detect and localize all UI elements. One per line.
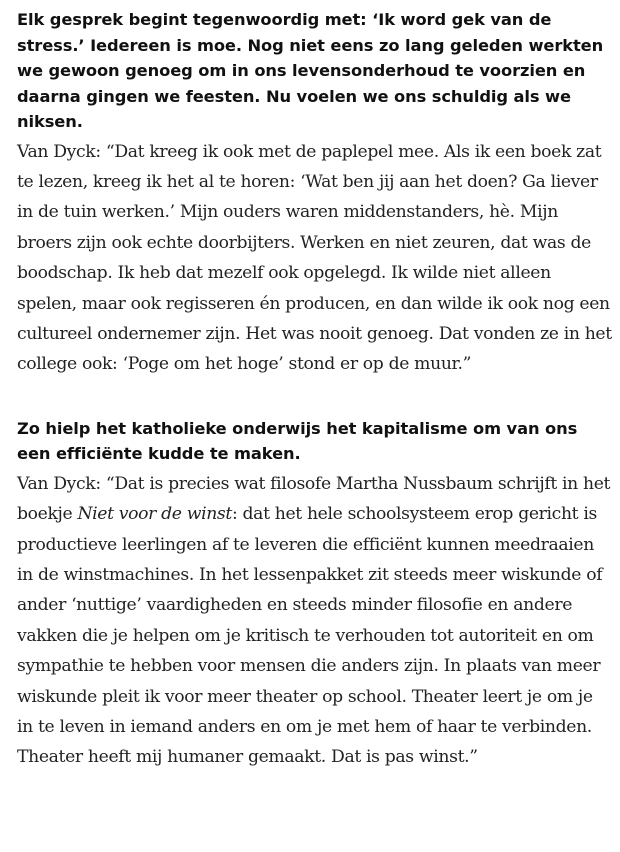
book-title: Niet voor de winst (77, 504, 232, 525)
interview-question: Zo hielp het katholieke onderwijs het kapitalisme om van ons een efficiënte kudde te maken. (17, 418, 578, 464)
answer-text: : dat het hele schoolsysteem erop gericht is productieve leerlingen af te leveren die efficiënt kunnen meedraaien in de winstmachines. In het lessenpakket zit steeds meer wiskunde of ander ‘nuttige’ vaardigheden en steeds minder filosofie en andere vakken die je helpen om je kritisch te verhouden tot autoriteit en om sympathie te hebben voor mensen die anders zijn. In plaats van meer wiskunde pleit ik voor meer theater op school. Theater leert je om je in te leven in iemand anders en om je met hem of haar te verbinden. Theater heeft mij humaner gemaakt. Dat is pas winst.” (17, 504, 603, 768)
answer-text: Van Dyck: “Dat is precies wat filosofe Martha Nussbaum schrijft in het boekje (17, 473, 611, 525)
qa-block-1 (17, 7, 613, 380)
interview-answer (17, 469, 613, 773)
article-body (17, 7, 613, 773)
interview-question: Elk gesprek begint tegenwoordig met: ‘Ik word gek van de stress.’ Iedereen is moe. Nog niet eens zo lang geleden werkten we gewoon genoeg om in ons levensonderhoud te voorzien en daarna gingen we feesten. Nu voelen we ons schuldig als we niksen. (17, 10, 604, 131)
qa-block-2 (17, 416, 613, 773)
interview-answer: Van Dyck: “Dat kreeg ik ook met de paplepel mee. Als ik een boek zat te lezen, kreeg ik het al te horen: ‘Wat ben jij aan het doen? Ga liever in de tuin werken.’ Mijn ouders waren middenstanders, hè. Mijn broers zijn ook echte doorbijters. Werken en niet zeuren, dat was de boodschap. Ik heb dat mezelf ook opgelegd. Ik wilde niet alleen spelen, maar ook regisseren én producen, en dan wilde ik ook nog een cultureel ondernemer zijn. Het was nooit genoeg. Dat vonden ze in het college ook: ‘Poge om het hoge’ stond er op de muur.” (17, 141, 612, 375)
